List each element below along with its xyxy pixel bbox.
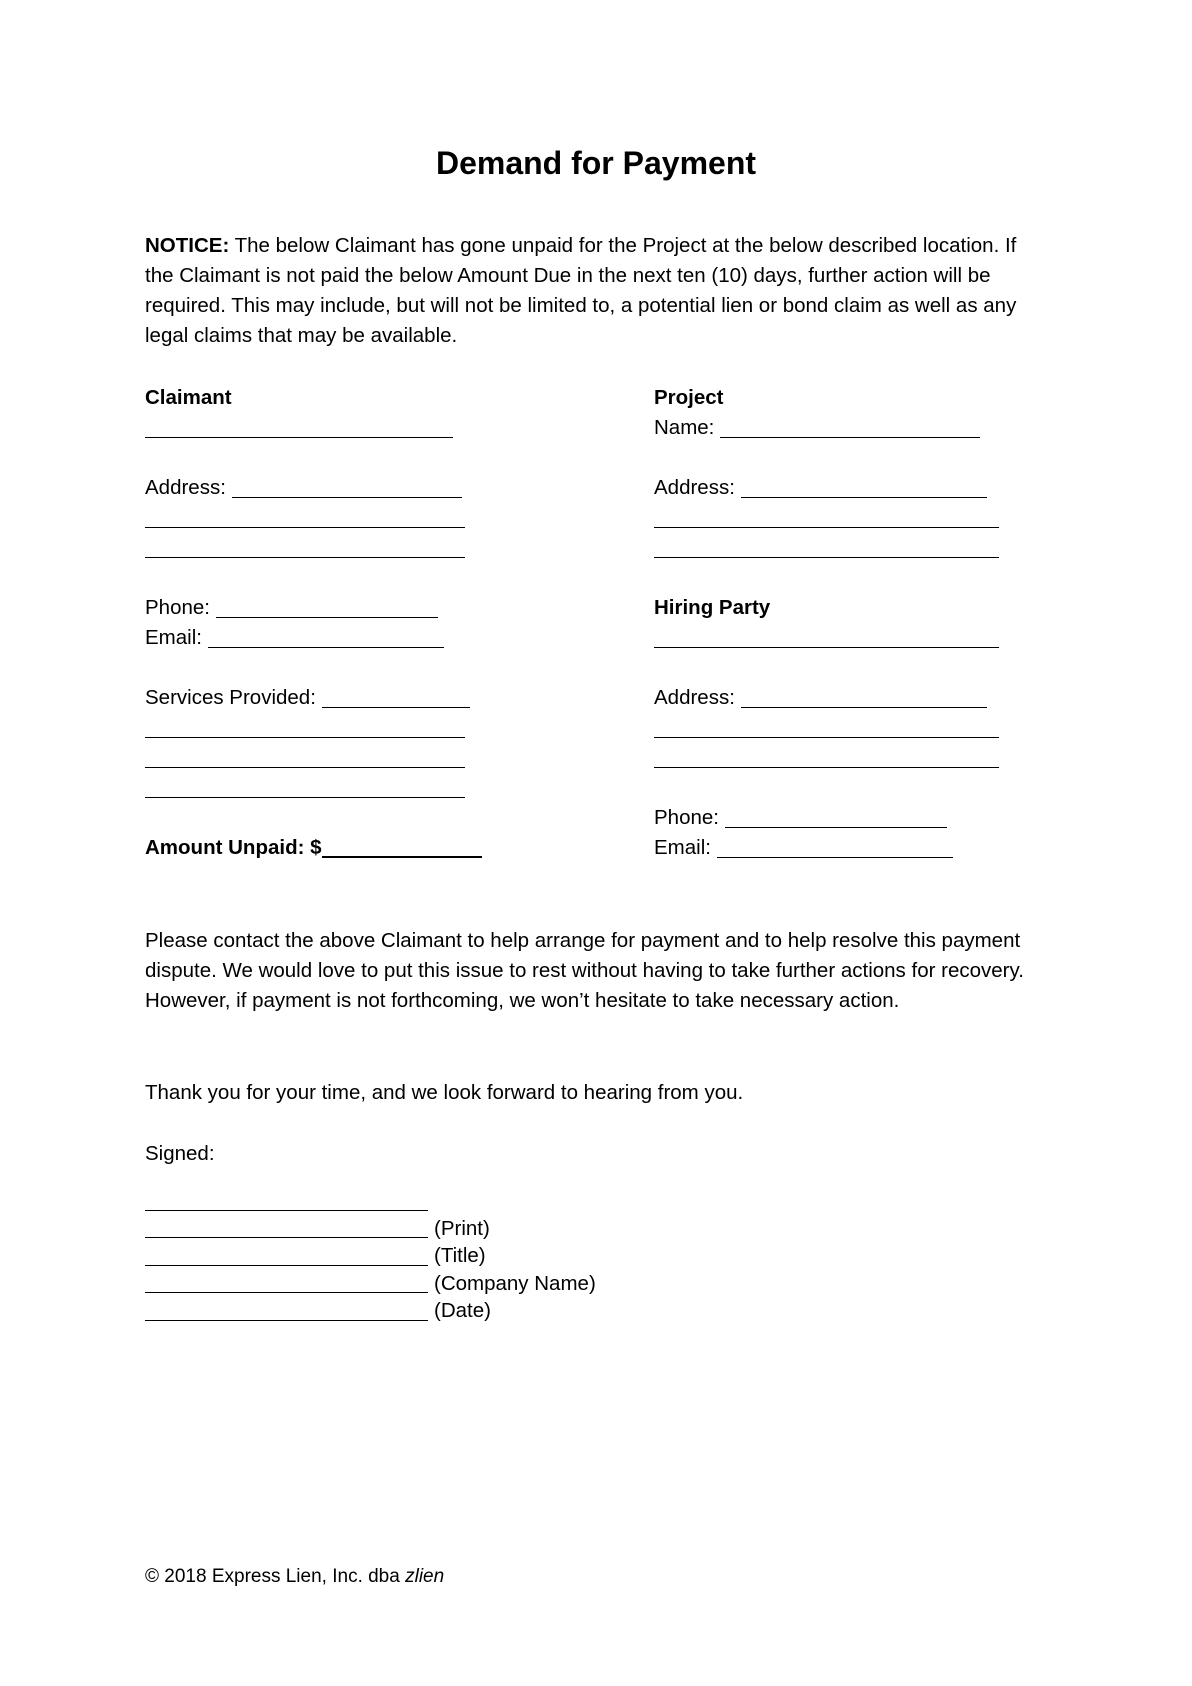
claimant-services-field-1[interactable] (322, 685, 470, 708)
hiring-party-email-label: Email: (654, 836, 717, 859)
project-name-row (654, 413, 1074, 443)
document-title: Demand for Payment (435, 145, 757, 181)
copyright-text: © 2018 Express Lien, Inc. dba (145, 1566, 406, 1587)
amount-unpaid-label: Amount Unpaid: $ (145, 836, 322, 859)
claimant-email-field[interactable] (208, 625, 444, 648)
print-label: (Print) (434, 1216, 490, 1240)
claimant-phone-label: Phone: (145, 596, 216, 619)
claimant-phone-row (145, 593, 565, 623)
hiring-party-email-row (654, 833, 1074, 863)
hiring-party-heading-row (654, 593, 1074, 623)
print-name-field[interactable] (145, 1215, 428, 1238)
claimant-address-field-3[interactable] (145, 535, 465, 558)
date-row (145, 1297, 596, 1325)
claimant-heading: Claimant (145, 386, 232, 409)
notice-text: The below Claimant has gone unpaid for the Project at the below described location. If the Claimant is not paid the below Amount Due in the next ten (10) days, further action will be required. This may include, but will not be limited to, a potential lien or bond claim as well as any legal claims that may be available. (145, 234, 1017, 347)
signature-field[interactable] (145, 1188, 428, 1211)
thanks-line: Thank you for your time, and we look forward to hearing from you. (145, 1081, 744, 1104)
print-row (145, 1215, 596, 1243)
project-address-field-2[interactable] (654, 505, 999, 528)
hiring-party-heading: Hiring Party (654, 596, 771, 619)
date-label: (Date) (434, 1299, 491, 1322)
claimant-services-field-3[interactable] (145, 745, 465, 768)
company-label: (Company Name) (434, 1271, 596, 1295)
project-address-row (654, 473, 1074, 503)
notice-paragraph (145, 231, 1045, 351)
title-field[interactable] (145, 1243, 428, 1266)
hiring-party-phone-label: Phone: (654, 806, 725, 829)
claimant-services-field-4[interactable] (145, 775, 465, 798)
title-row (145, 1242, 596, 1270)
closing-paragraph: Please contact the above Claimant to help arrange for payment and to help resolve this payment dispute. We would love to put this issue to rest without having to take further actions for recovery. However, if payment is not forthcoming, we won’t hesitate to take necessary action. (145, 929, 1024, 1012)
title-label: (Title) (434, 1244, 486, 1267)
hiring-party-address-field-1[interactable] (741, 685, 987, 708)
claimant-services-label: Services Provided: (145, 686, 322, 709)
hiring-party-address-row (654, 683, 1074, 713)
project-name-field[interactable] (720, 415, 980, 438)
company-row (145, 1270, 596, 1298)
company-name-field[interactable] (145, 1270, 428, 1293)
claimant-email-label: Email: (145, 626, 208, 649)
hiring-party-name-field[interactable] (654, 625, 999, 648)
project-name-label: Name: (654, 416, 721, 439)
signed-label: Signed: (145, 1142, 215, 1165)
claimant-name-row (145, 413, 565, 443)
hiring-party-phone-row (654, 803, 1074, 833)
hiring-party-address-field-2[interactable] (654, 715, 999, 738)
notice-label: NOTICE: (145, 234, 230, 257)
claimant-section (145, 383, 565, 863)
hiring-party-address-label: Address: (654, 686, 741, 709)
hiring-party-phone-field[interactable] (725, 805, 947, 828)
claimant-address-field-1[interactable] (232, 475, 462, 498)
hiring-party-address-field-3[interactable] (654, 745, 999, 768)
claimant-phone-field[interactable] (216, 595, 438, 618)
signature-row (145, 1187, 596, 1215)
project-section (654, 383, 1074, 863)
claimant-name-field[interactable] (145, 415, 453, 438)
copyright-footer (145, 1565, 444, 1589)
project-address-field-3[interactable] (654, 535, 999, 558)
claimant-heading-row (145, 383, 565, 413)
date-field[interactable] (145, 1298, 428, 1321)
claimant-services-row (145, 683, 565, 713)
claimant-email-row (145, 623, 565, 653)
amount-unpaid-field[interactable] (322, 834, 482, 858)
project-address-field-1[interactable] (741, 475, 987, 498)
claimant-address-label: Address: (145, 476, 232, 499)
claimant-address-row (145, 473, 565, 503)
project-heading-row (654, 383, 1074, 413)
brand-name: zlien (405, 1566, 445, 1587)
claimant-services-field-2[interactable] (145, 715, 465, 738)
project-heading: Project (654, 386, 724, 409)
signature-block (145, 1187, 596, 1325)
claimant-address-field-2[interactable] (145, 505, 465, 528)
hiring-party-email-field[interactable] (717, 835, 953, 858)
amount-unpaid-row (145, 833, 565, 863)
project-address-label: Address: (654, 476, 741, 499)
